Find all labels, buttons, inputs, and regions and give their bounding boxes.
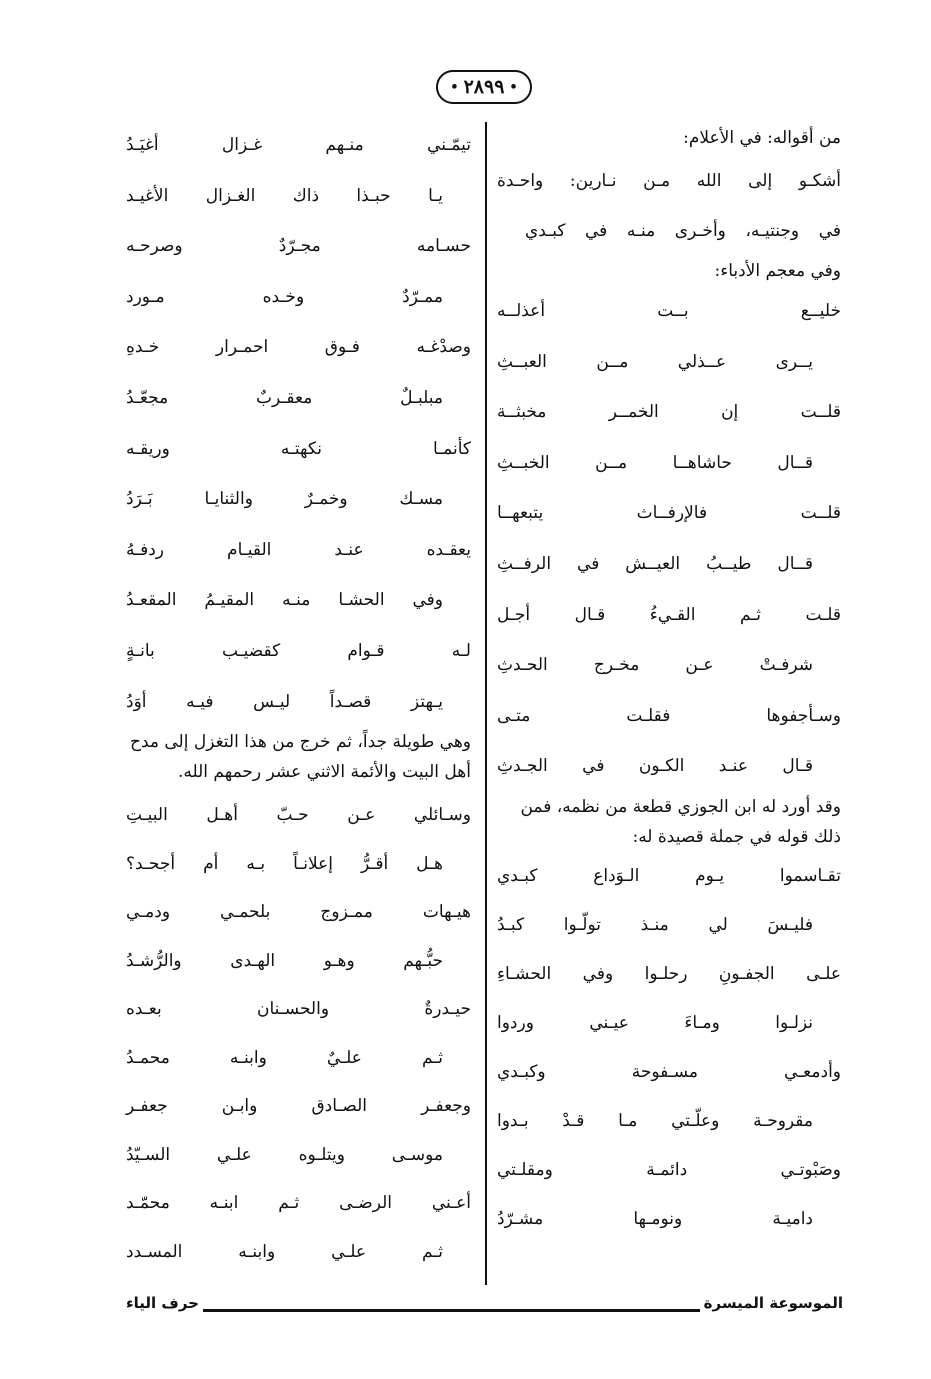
verse-line: وأدمعـي مسـفوحة وكبـدي <box>497 1061 841 1082</box>
verse-line: قلـت ثـم القـيءُ قـال أجـل <box>497 604 841 625</box>
page-number: • ٢٨٩٩ • <box>436 70 532 104</box>
footer-rule <box>203 1309 700 1312</box>
verse-line: حسـامه مجـرّدٌ وصرحـه <box>126 236 471 257</box>
verse-line: حبُّـهم وهـو الهـدى والرُّشـدُ <box>126 950 443 971</box>
verse-line: وفي الحشـا منـه المقيـمُ المقعـدُ <box>126 590 443 611</box>
verse-line: يــرى عــذلي مــن العبــثِ <box>497 351 813 372</box>
verse-line: قـال عنـد الكـون في الجـدثِ <box>497 756 813 777</box>
verse-line: وسـائلي عـن حـبّ أهـل البيـتِ <box>126 805 471 826</box>
verse-line: تقـاسموا يـوم الـوَداع كبـدي <box>497 865 841 886</box>
verse-line: شرفـتْ عـن مخـرج الحـدثِ <box>497 655 813 676</box>
verse-line: وصَبْوتـي دائمـة ومقلـتي <box>497 1159 841 1180</box>
page-footer <box>126 1290 843 1318</box>
intro-line: من أقواله: في الأعلام: <box>683 128 841 148</box>
verse-line: حيـدرةٌ والحسـنان بعـده <box>126 999 471 1020</box>
verse-line: قلــت فالإرفــاث يتبعهــا <box>497 503 841 524</box>
verse-line: ثـم علـيٌ وابنـه محمـدُ <box>126 1047 443 1068</box>
verse-line: مبلبـلٌ معقـربٌ مجعّـدُ <box>126 387 443 408</box>
verse-line: قــال طيــبُ العيــش في الرفــثِ <box>497 553 813 574</box>
section-heading: وفي معجم الأدباء: <box>714 261 841 281</box>
footer-book-title: الموسوعة الميسرة <box>703 1294 843 1312</box>
verse-line: أشكـو إلى الله مـن نـارين: واحـدة <box>497 171 841 191</box>
verse-line: ثـم علـي وابنـه المسـدد <box>126 1241 443 1262</box>
column-divider <box>485 122 487 1285</box>
verse-line: علـى الجفـونِ رحلـوا وفي الحشـاءِ <box>497 963 841 984</box>
verse-line: يـا حبـذا ذاك الغـزال الأغيـد <box>126 185 443 206</box>
verse-line: لـه قـوام كقضيـب بانـةٍ <box>126 640 471 661</box>
verse-line: فليـسَ لي منـذ تولّـوا كبـدُ <box>497 914 813 935</box>
verse-line: هيـهات ممـزوج بلحمـي ودمـي <box>126 902 471 923</box>
verse-line: مسـك وخمـرٌ والثنايـا بَـرَدُ <box>126 489 443 510</box>
left-column <box>126 120 471 1276</box>
verse-line: قــال حاشاهــا مــن الخبــثِ <box>497 452 813 473</box>
verse-line: أعـني الرضـى ثـم ابنـه محمّـد <box>126 1193 471 1214</box>
verse-line: خليــع بــت أعذلــه <box>497 301 841 321</box>
verse-line: موسـى ويتلـوه علـي السـيّدُ <box>126 1144 443 1165</box>
footer-section-title: حرف الياء <box>126 1294 199 1312</box>
verse-line: تيمّـني منـهم غـزال أغيَـدُ <box>126 135 471 155</box>
verse-line: في وجنتيـه، وأخـرى منـه في كبـدي <box>525 221 841 241</box>
verse-line: ممـرّدٌ وخـده مـورد <box>126 286 443 307</box>
prose-paragraph: وقد أورد له ابن الجوزي قطعة من نظمه، فمن ذلك قوله في جملة قصيدة له: <box>520 796 841 847</box>
verse-line: يـهتز قصـداً ليـس فيـه أوَدُ <box>126 691 443 712</box>
right-column <box>497 120 841 1244</box>
verse-line: وجعفـر الصـادق وابـن جعفـر <box>126 1096 471 1117</box>
verse-line: يعقـده عنـد القيـام ردفـهُ <box>126 539 471 560</box>
verse-line: نزلـوا ومـاءَ عيـني وردوا <box>497 1012 813 1033</box>
verse-line: داميـة ونومـها مشـرّدُ <box>497 1208 813 1229</box>
verse-line: كأنمـا نكهتـه وريقـه <box>126 438 471 459</box>
verse-line: وصدْغـه فـوق احمـرار خـدهِ <box>126 337 471 358</box>
verse-line: هـل أقـرُّ إعلانـاً بـه أم أجحـد؟ <box>126 853 443 874</box>
verse-line: وسـأجفوها فقلـت متـى <box>497 705 841 726</box>
verse-line: قلــت إن الخمــر مخبثــة <box>497 402 841 423</box>
verse-line: مقروحـة وعلّـتي مـا قـدْ بـدوا <box>497 1110 813 1131</box>
prose-paragraph: وهي طويلة جداً، ثم خرج من هذا التغزل إلى مدح أهل البيت والأئمة الاثني عشر رحمهم الله. <box>129 732 471 783</box>
